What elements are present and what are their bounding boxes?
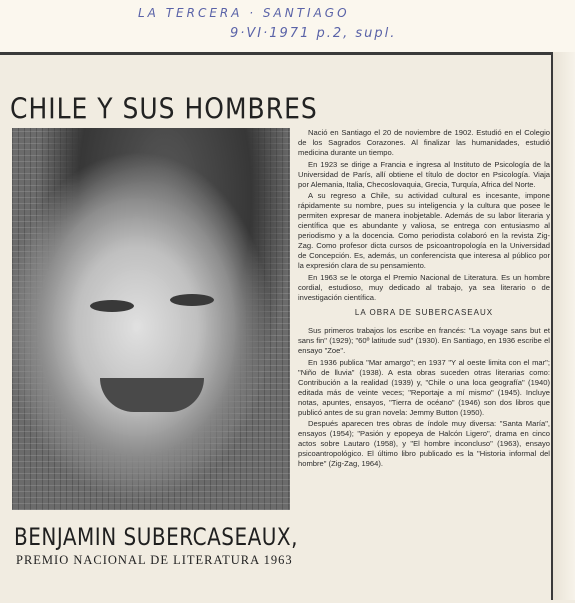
portrait-mouth xyxy=(100,378,204,412)
bio-paragraph-4: En 1963 se le otorga el Premio Nacional de Literatura. Es un hombre cordial, estudioso, muy dedicado al trabajo, ya sea literario o de investigación científica. xyxy=(298,272,550,302)
works-paragraph-3: Después aparecen tres obras de índole muy diversa: "Santa María", ensayos (1954); "Pasión y epopeya de Halcón Ligero", drama en cinco actos sobre Lautaro (1958), y "El hombre inconcluso" (1963), ensayo psicoantropológico. El último libro publicado es la "Historia informal del hombre" (Zig-Zag, 1964). xyxy=(298,419,550,469)
page-title: CHILE Y SUS HOMBRES xyxy=(10,92,318,126)
clipping-edge xyxy=(551,52,575,600)
bio-paragraph-2: En 1923 se dirige a Francia e ingresa al Instituto de Psicología de la Universidad de París, allí obtiene el título de doctor en Psicología. Viaja por Alemania, Italia, Checoslovaquia, Grecia, Turquía, Africa del Norte. xyxy=(298,159,550,189)
annotation-date-page: 9·VI·1971 p.2, supl. xyxy=(230,26,397,41)
bio-paragraph-1: Nació en Santiago el 20 de noviembre de 1902. Estudió en el Colegio de los Sagrados Corazones. Al finalizar las humanidades, estudió medicina durante un tiempo. xyxy=(298,128,550,157)
works-paragraph-1: Sus primeros trabajos los escribe en francés: "La voyage sans but et sans fin" (1929); "60º latitude sud" (1930). En Santiago, en 1936 escribe el ensayo "Zoe". xyxy=(298,326,550,356)
article-body xyxy=(298,128,550,471)
annotation-source: LA TERCERA · SANTIAGO xyxy=(138,6,350,20)
portrait-eye-left xyxy=(90,300,134,312)
works-paragraph-2: En 1936 publica "Mar amargo"; en 1937 "Y al oeste limita con el mar"; "Niño de lluvia" (1938). A esta obras suceden otras literarias como: Contribución a la realidad (1939) y, "Chile o una loca geografía" (1940) editada más de veinte veces; "Reportaje a mí mismo" (1945). Incluye notas, apuntes, ensayos, "Tierra de océano" (1946) son dos libros que publicó antes de su gran novela: Jemmy Button (1950). xyxy=(298,358,550,417)
award-caption: PREMIO NACIONAL DE LITERATURA 1963 xyxy=(16,553,293,567)
bio-paragraph-3: A su regreso a Chile, su actividad cultural es incesante, impone rápidamente su nombre, pues su inteligencia y la cultura que posee le permiten expresar de manera inobjetable. Además de su labor literaria y científica que es abundante y valiosa, se entrega con entusiasmo al periodismo y a la docencia. Como periodista colaboró en la revista Zig-Zag. Como profesor dicta cursos de psicoantropología en la Universidad de Concepción. Es, además, un conferencista que interesa al público por la expresión clara de su pensamiento. xyxy=(298,191,550,270)
portrait-photo xyxy=(12,128,290,510)
subject-name: BENJAMIN SUBERCASEAUX, xyxy=(14,522,298,551)
section-subhead: LA OBRA DE SUBERCASEAUX xyxy=(354,308,494,318)
handwritten-annotation xyxy=(0,0,575,52)
portrait-eye-right xyxy=(170,294,214,306)
